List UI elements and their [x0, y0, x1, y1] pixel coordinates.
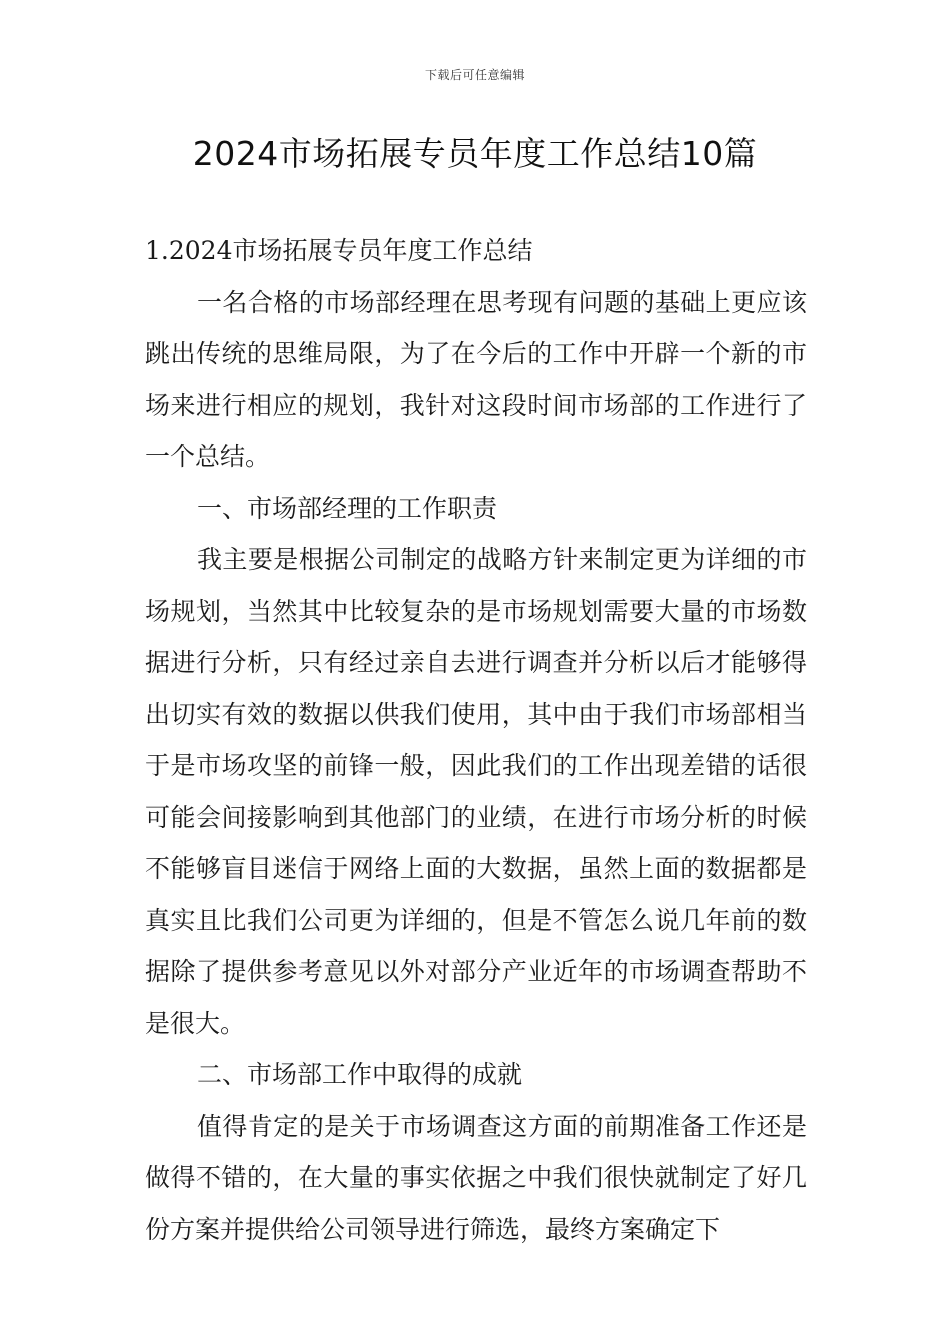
subsection-heading: 一、市场部经理的工作职责: [197, 493, 498, 523]
document-body: [145, 225, 807, 1255]
body-paragraph: 我主要是根据公司制定的战略方针来制定更为详细的市场规划，当然其中比较复杂的是市场规划需要大量的市场数据进行分析，只有经过亲自去进行调查并分析以后才能够得出切实有效的数据以供我们使用，其中由于我们市场部相当于是市场攻坚的前锋一般，因此我们的工作出现差错的话很可能会间接影响到其他部门的业绩，在进行市场分析的时候不能够盲目迷信于网络上面的大数据，虽然上面的数据都是真实且比我们公司更为详细的，但是不管怎么说几年前的数据除了提供参考意见以外对部分产业近年的市场调查帮助不是很大。: [145, 545, 807, 1038]
section-title: 1.2024市场拓展专员年度工作总结: [145, 236, 533, 265]
document-title: 2024市场拓展专员年度工作总结10篇: [192, 134, 758, 173]
subsection-heading: 二、市场部工作中取得的成就: [197, 1060, 523, 1089]
body-paragraph: 一名合格的市场部经理在思考现有问题的基础上更应该跳出传统的思维局限，为了在今后的工作中开辟一个新的市场来进行相应的规划，我针对这段时间市场部的工作进行了一个总结。: [145, 287, 807, 471]
body-paragraph: 值得肯定的是关于市场调查这方面的前期准备工作还是做得不错的，在大量的事实依据之中我们很快就制定了好几份方案并提供给公司领导进行筛选，最终方案确定下: [145, 1111, 807, 1244]
header-note: 下载后可任意编辑: [424, 68, 525, 82]
